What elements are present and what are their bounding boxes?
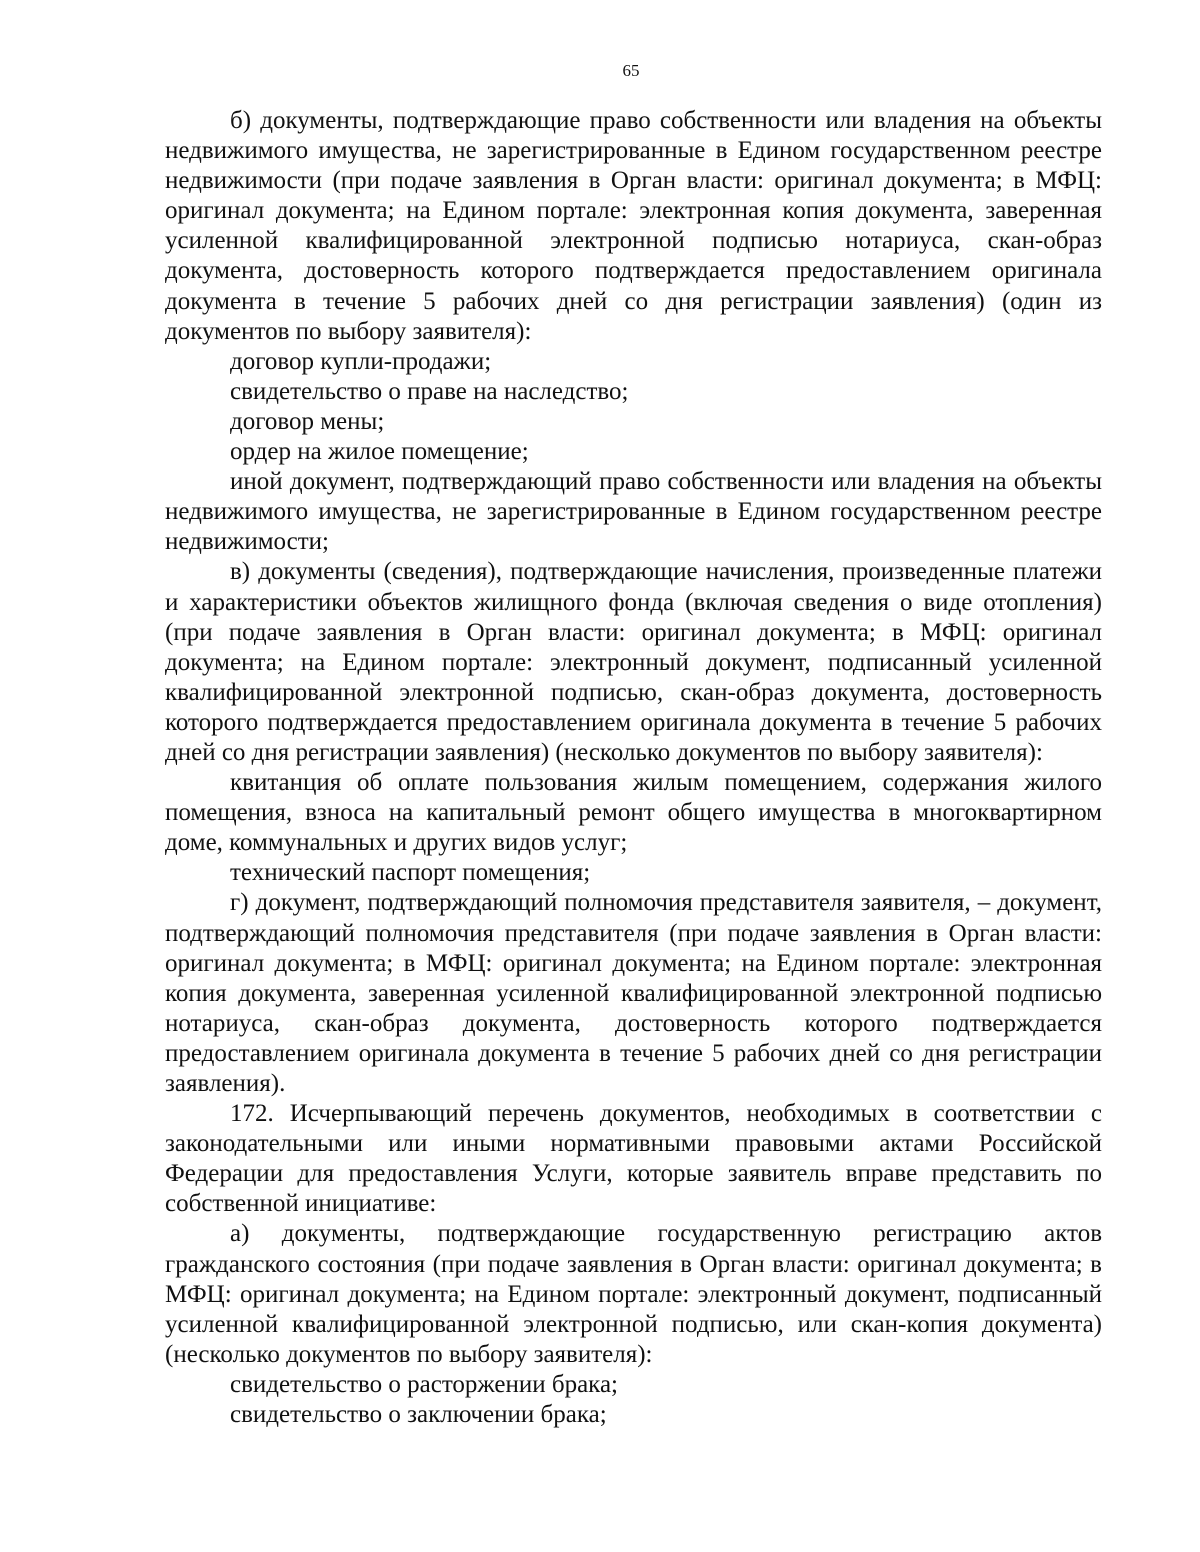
paragraph-other-document: иной документ, подтверждающий право собственности или владения на объекты недвижимого имущества, не зарегистрированные в Едином государственном реестре недвижимости; <box>165 468 1102 556</box>
list-item: свидетельство о заключении брака; <box>230 1401 607 1429</box>
paragraph-a-civil-status-acts: а) документы, подтверждающие государственную регистрацию актов гражданского состояния (при подаче заявления в Орган власти: оригинал документа; в МФЦ: оригинал документа; на Едином портале: электронный документ, подписанный усиленной квалифицированной электронной подписью, или скан-копия документа) (несколько документов по выбору заявителя): <box>165 1220 1102 1368</box>
paragraph-v-payment-documents: в) документы (сведения), подтверждающие начисления, произведенные платежи и характеристики объектов жилищного фонда (включая сведения о виде отопления) (при подаче заявления в Орган власти: оригинал документа; в МФЦ: оригинал документа; на Едином портале: электронный документ, подписанный усиленной квалифицированной электронной подписью, скан-образ документа, достоверность которого подтверждается предоставлением оригинала документа в течение 5 рабочих дней со дня регистрации заявления) (несколько документов по выбору заявителя): <box>165 558 1102 766</box>
paragraph-b-ownership-documents: б) документы, подтверждающие право собственности или владения на объекты недвижимого имущества, не зарегистрированные в Едином государственном реестре недвижимости (при подаче заявления в Орган власти: оригинал документа; в МФЦ: оригинал документа; на Едином портале: электронная копия документа, заверенная усиленной квалифицированной электронной подписью нотариуса, скан-образ документа, достоверность которого подтверждается предоставлением оригинала документа в течение 5 рабочих дней со дня регистрации заявления) (один из документов по выбору заявителя): <box>165 107 1102 345</box>
list-item: технический паспорт помещения; <box>230 859 591 887</box>
paragraph-g-representative-authority: г) документ, подтверждающий полномочия представителя заявителя, – документ, подтверждающий полномочия представителя (при подаче заявления в Орган власти: оригинал документа; в МФЦ: оригинал документа; на Едином портале: электронная копия документа, заверенная усиленной квалифицированной электронной подписью нотариуса, скан-образ документа, достоверность которого подтверждается предоставлением оригинала документа в течение 5 рабочих дней со дня регистрации заявления). <box>165 889 1102 1097</box>
list-item: договор купли-продажи; <box>230 347 492 375</box>
list-item: свидетельство о расторжении брака; <box>230 1370 618 1398</box>
page-number: 65 <box>622 61 640 80</box>
paragraph-payment-receipt: квитанция об оплате пользования жилым помещением, содержания жилого помещения, взноса на капитальный ремонт общего имущества в многоквартирном доме, коммунальных и других видов услуг; <box>165 769 1102 857</box>
paragraph-172-exhaustive-list: 172. Исчерпывающий перечень документов, необходимых в соответствии с законодательными или иными нормативными правовыми актами Российской Федерации для предоставления Услуги, которые заявитель вправе представить по собственной инициативе: <box>165 1100 1102 1218</box>
list-item: свидетельство о праве на наследство; <box>230 377 629 405</box>
list-item: договор мены; <box>230 407 385 435</box>
document-body <box>165 106 1102 1430</box>
list-item: ордер на жилое помещение; <box>230 438 529 466</box>
